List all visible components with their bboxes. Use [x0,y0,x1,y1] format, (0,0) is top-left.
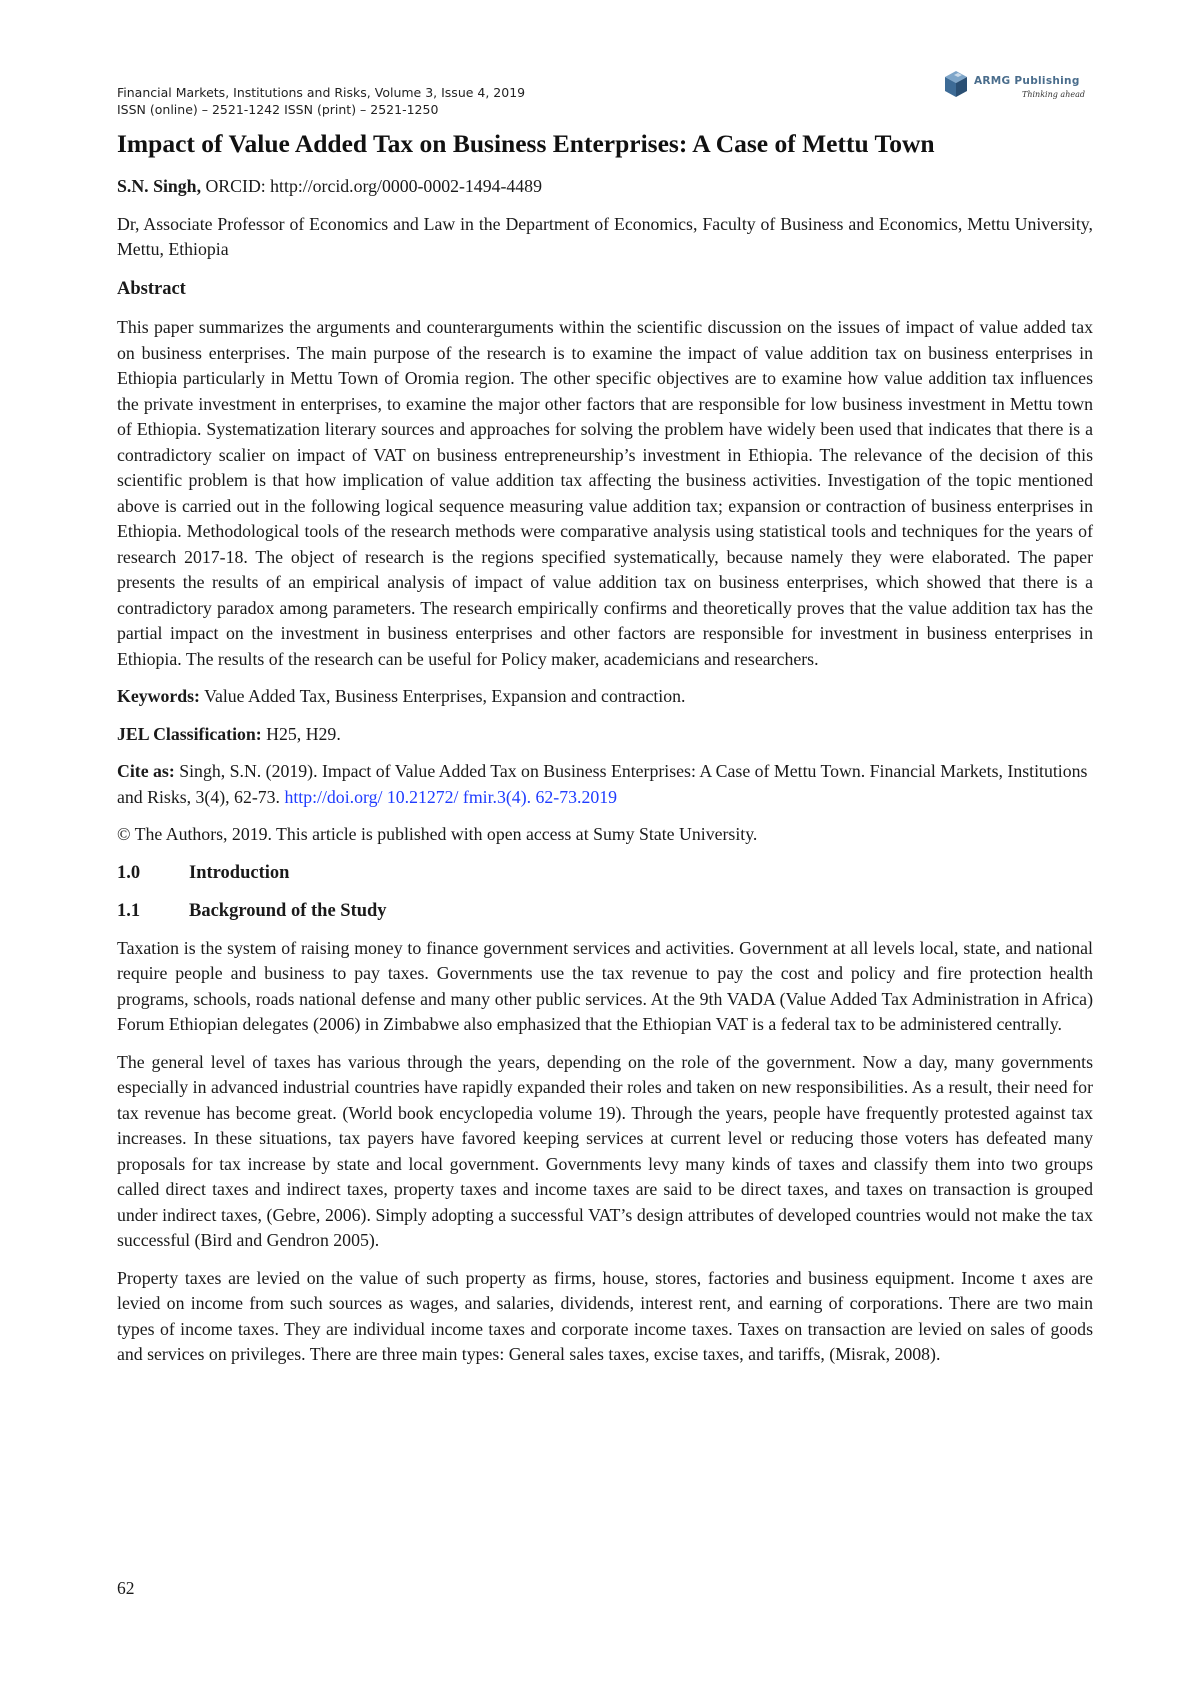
publisher-tagline: Thinking ahead [1022,90,1085,99]
journal-line: Financial Markets, Institutions and Risks, Volume 3, Issue 4, 2019 [117,85,526,100]
publisher-logo [944,68,1094,108]
cite-label: Cite as: [117,761,175,781]
section-title: Introduction [189,862,290,883]
cite-text: Singh, S.N. (2019). Impact of Value Added Tax on Business Enterprises: A Case of Mettu Town. Financial Markets, Institutions and Risks, 3(4), 62-73. [117,761,1088,807]
section-heading-background [117,898,1093,924]
running-header [117,84,817,118]
article-title: Impact of Value Added Tax on Business Enterprises: A Case of Mettu Town [117,129,935,158]
body-paragraph: The general level of taxes has various through the years, depending on the role of the government. Now a day, many governments especially in advanced industrial countries have rapidly expanded their roles and taken on new responsibilities. As a result, their need for tax revenue has become great. (World book encyclopedia volume 19). Through the years, people have frequently protested against tax increases. In these situations, tax payers have favored keeping services at current level or reducing those voters has defeated many proposals for tax increase by state and local government. Governments levy many kinds of taxes and classify them into two groups called direct taxes and indirect taxes, property taxes and income taxes are said to be direct taxes, and taxes on transaction is grouped under indirect taxes, (Gebre, 2006). Simply adopting a successful VAT’s design attributes of developed countries would not make the tax successful (Bird and Gendron 2005). [117,1051,1093,1250]
doi-link[interactable]: http://doi.org/ 10.21272/ fmir.3(4). 62-73.2019 [284,786,618,807]
jel-line [117,722,1093,748]
article-content [117,128,1093,1380]
body-paragraph: Taxation is the system of raising money to finance government services and activities. Government at all levels local, state, and national require people and business to pay taxes. Governments use the tax revenue to pay the cost and policy and fire protection health programs, schools, roads national defense and many other public services. At the 9th VADA (Value Added Tax Administration in Africa) Forum Ethiopian delegates (2006) in Zimbabwe also emphasized that the Ethiopian VAT is a federal tax to be administered centrally. [117,937,1093,1034]
issn-line: ISSN (online) – 2521-1242 ISSN (print) – 2521-1250 [117,102,439,117]
jel-label: JEL Classification: [117,723,262,744]
section-heading-introduction [117,860,1093,886]
abstract-heading: Abstract [117,278,186,299]
author-line [117,174,1093,200]
keywords-line [117,684,1093,710]
section-number: 1.1 [117,900,141,921]
author-affiliation: Dr, Associate Professor of Economics and Law in the Department of Economics, Faculty of Business and Economics, Mettu University, Mettu, Ethiopia [117,213,1093,259]
publisher-name: ARMG Publishing [974,75,1080,87]
keywords-label: Keywords: [117,686,200,706]
jel-text: H25, H29. [261,723,341,744]
citation [117,759,1093,810]
abstract-text: This paper summarizes the arguments and counterarguments within the scientific discussion on the issues of impact of value added tax on business enterprises. The main purpose of the research is to examine the impact of value addition tax on business enterprises in Ethiopia particularly in Mettu Town of Oromia region. The other specific objectives are to examine how value addition tax influences the private investment in enterprises, to examine the major other factors that are responsible for low business investment in Mettu town of Ethiopia. Systematization literary sources and approaches for solving the problem have widely been used that indicates that there is a contradictory scalier on impact of VAT on business entrepreneurship’s investment in Ethiopia. The relevance of the decision of this scientific problem is that how implication of value addition tax affecting the business activities. Investigation of the topic mentioned above is carried out in the following logical sequence measuring value addition tax; expansion or contraction of business enterprises in Ethiopia. Methodological tools of the research methods were comparative analysis using statistical tools and techniques for the years of research 2017-18. The object of research is the regions specified systematically, because namely they were elaborated. The paper presents the results of an empirical analysis of impact of value addition tax on business enterprises, which showed that there is a contradictory paradox among parameters. The research empirically confirms and theoretically proves that the value addition tax has the partial impact on the investment in business enterprises and other factors are responsible for investment in business enterprises in Ethiopia. The results of the research can be useful for Policy maker, academicians and researchers. [117,317,1093,669]
cube-icon [944,70,968,98]
section-title: Background of the Study [189,900,387,921]
author-orcid[interactable]: ORCID: http://orcid.org/0000-0002-1494-4489 [201,176,542,196]
page-number: 62 [117,1578,135,1598]
copyright-line: © The Authors, 2019. This article is published with open access at Sumy State University. [117,824,758,844]
section-number: 1.0 [117,862,141,883]
body-paragraph: Property taxes are levied on the value of such property as firms, house, stores, factories and business equipment. Income t axes are levied on income from such sources as wages, and salaries, dividends, interest rent, and earning of corporations. There are two main types of income taxes. They are individual income taxes and corporate income taxes. Taxes on transaction are levied on sales of goods and services on privileges. There are three main types: General sales taxes, excise taxes, and tariffs, (Misrak, 2008). [117,1267,1093,1364]
keywords-text: Value Added Tax, Business Enterprises, Expansion and contraction. [199,686,686,706]
author-name: S.N. Singh, [117,176,202,196]
